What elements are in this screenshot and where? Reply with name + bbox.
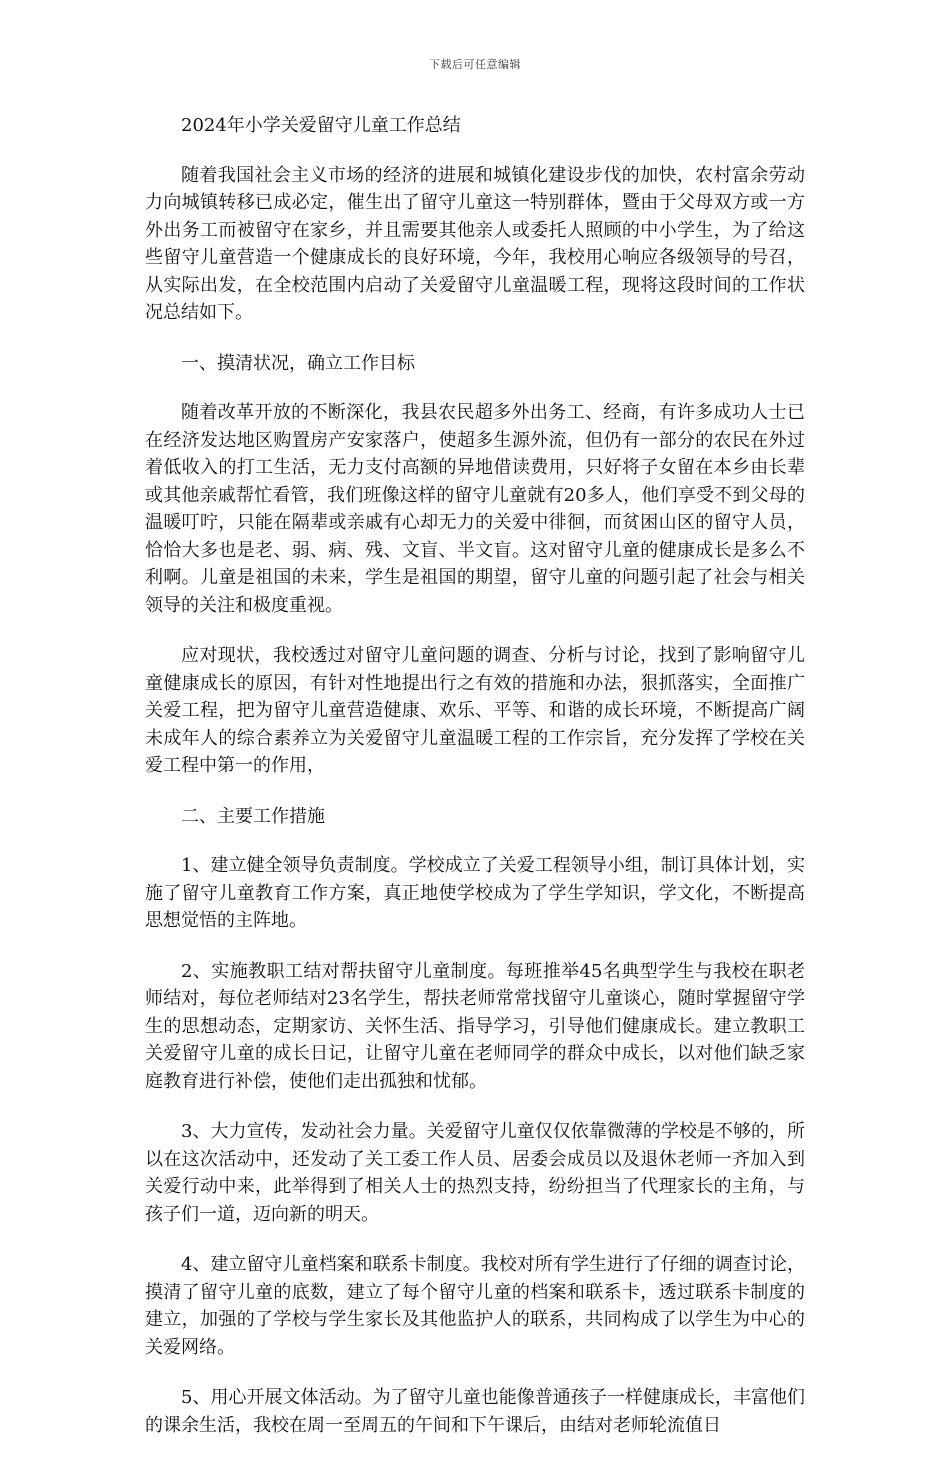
measure-item-4: 4、建立留守儿童档案和联系卡制度。我校对所有学生进行了仔细的调查讨论，摸清了留守儿童的底数，建立了每个留守儿童的档案和联系卡，透过联系卡制度的建立，加强的了学校与学生家长及其他监护人的联系，共同构成了以学生为中心的关爱网络。 — [145, 1254, 805, 1358]
measure-item-2: 2、实施教职工结对帮扶留守儿童制度。每班推举45名典型学生与我校在职老师结对，每位老师结对23名学生，帮扶老师常常找留守儿童谈心，随时掌握留守学生的思想动态，定期家访、关怀生活、指导学习，引导他们健康成长。建立教职工关爱留守儿童的成长日记，让留守儿童在老师同学的群众中成长，以对他们缺乏家庭教育进行补偿，使他们走出孤独和忧郁。 — [145, 960, 805, 1092]
section-1-heading: 一、摸清状况，确立工作目标 — [181, 352, 415, 374]
document-body — [145, 112, 805, 1462]
section-2-heading: 二、主要工作措施 — [181, 805, 325, 827]
intro-paragraph: 随着我国社会主义市场的经济的进展和城镇化建设步伐的加快，农村富余劳动力向城镇转移已成必定，催生出了留守儿童这一特别群体，暨由于父母双方或一方外出务工而被留守在家乡，并且需要其他亲人或委托人照顾的中小学生，为了给这些留守儿童营造一个健康成长的良好环境，今年，我校用心响应各级领导的号召，从实际出发，在全校范围内启动了关爱留守儿童温暖工程，现将这段时间的工作状况总结如下。 — [145, 164, 805, 323]
document-title: 2024年小学关爱留守儿童工作总结 — [181, 115, 461, 136]
measure-item-3: 3、大力宣传，发动社会力量。关爱留守儿童仅仅依靠微薄的学校是不够的，所以在这次活动中，还发动了关工委工作人员、居委会成员以及退休老师一齐加入到关爱行动中来，此举得到了相关人士的热烈支持，纷纷担当了代理家长的主角，与孩子们一道，迈向新的明天。 — [145, 1121, 805, 1225]
measure-item-5: 5、用心开展文体活动。为了留守儿童也能像普通孩子一样健康成长，丰富他们的课余生活，我校在周一至周五的午间和下午课后，由结对老师轮流值日 — [145, 1387, 805, 1436]
header-note: 下载后可任意编辑 — [429, 58, 521, 71]
section-1-paragraph-2: 应对现状，我校透过对留守儿童问题的调查、分析与讨论，找到了影响留守儿童健康成长的原因，有针对性地提出行之有效的措施和办法，狠抓落实，全面推广关爱工程，把为留守儿童营造健康、欢乐、平等、和谐的成长环境，不断提高广阔未成年人的综合素养立为关爱留守儿童温暖工程的工作宗旨，充分发挥了学校在关爱工程中第一的作用， — [145, 645, 805, 776]
measure-item-1: 1、建立健全领导负责制度。学校成立了关爱工程领导小组，制订具体计划，实施了留守儿童教育工作方案，真正地使学校成为了学生学知识，学文化，不断提高思想觉悟的主阵地。 — [145, 855, 805, 931]
section-1-paragraph-1: 随着改革开放的不断深化，我县农民超多外出务工、经商，有许多成功人士已在经济发达地区购置房产安家落户，使超多生源外流，但仍有一部分的农民在外过着低收入的打工生活，无力支付高额的异地借读费用，只好将子女留在本乡由长辈或其他亲戚帮忙看管，我们班像这样的留守儿童就有20多人，他们享受不到父母的温暖叮咛，只能在隔辈或亲戚有心却无力的关爱中徘徊，而贫困山区的留守人员，恰恰大多也是老、弱、病、残、文盲、半文盲。这对留守儿童的健康成长是多么不利啊。儿童是祖国的未来，学生是祖国的期望，留守儿童的问题引起了社会与相关领导的关注和极度重视。 — [145, 402, 805, 616]
